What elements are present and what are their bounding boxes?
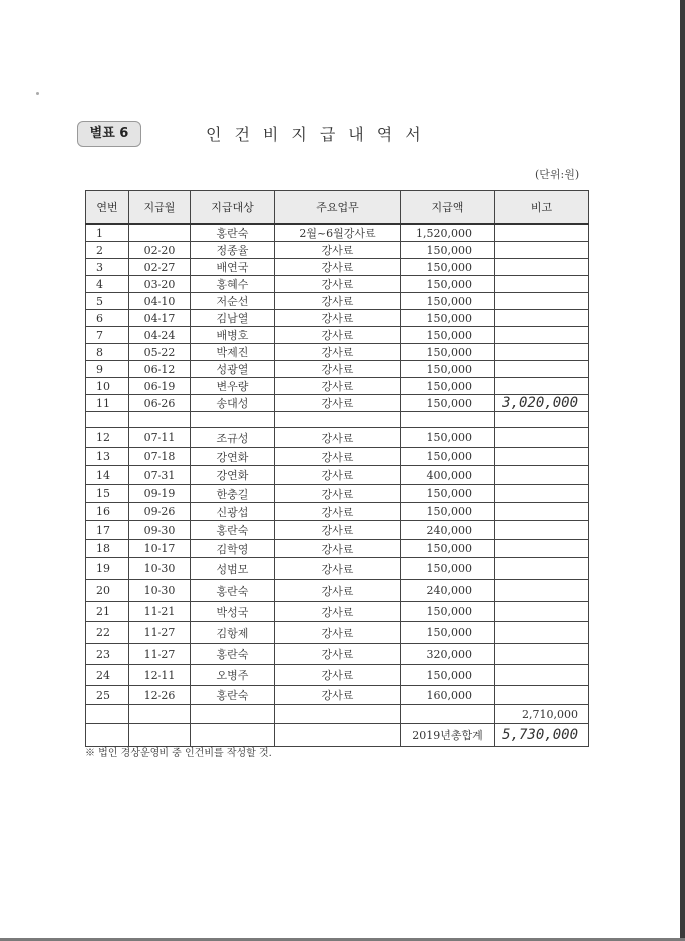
remark [495,344,589,361]
header-cell: 지급대상 [191,191,275,225]
remark [495,665,589,686]
recipient: 배연국 [191,259,275,276]
pay-month: 10-30 [129,580,191,602]
remark [495,276,589,293]
task: 강사료 [275,644,401,665]
pay-month: 06-26 [129,395,191,412]
row-number: 18 [86,540,129,558]
recipient: 박성국 [191,602,275,622]
pay-month [129,705,191,724]
recipient: 한충길 [191,485,275,503]
pay-month: 09-26 [129,503,191,521]
task: 강사료 [275,428,401,448]
task: 강사료 [275,665,401,686]
task [275,705,401,724]
table-row [86,644,589,665]
amount: 160,000 [401,686,495,705]
table-row [86,428,589,448]
task: 강사료 [275,448,401,466]
table-row [86,580,589,602]
table-row [86,310,589,327]
pay-month [129,412,191,428]
row-number: 15 [86,485,129,503]
remark [495,686,589,705]
task: 강사료 [275,378,401,395]
row-number: 4 [86,276,129,293]
appendix-tag: 별표 6 [77,121,141,147]
pay-month: 03-20 [129,276,191,293]
remark [495,503,589,521]
amount: 150,000 [401,602,495,622]
recipient: 홍란숙 [191,521,275,540]
scan-edge-right [680,0,685,941]
task: 2월~6월강사료 [275,224,401,242]
task: 강사료 [275,293,401,310]
pay-month: 07-11 [129,428,191,448]
amount: 150,000 [401,540,495,558]
row-number: 2 [86,242,129,259]
table-row [86,259,589,276]
row-number: 10 [86,378,129,395]
remark [495,580,589,602]
table-row [86,521,589,540]
amount: 150,000 [401,361,495,378]
row-number: 12 [86,428,129,448]
pay-month: 02-27 [129,259,191,276]
amount: 150,000 [401,558,495,580]
recipient: 박제진 [191,344,275,361]
header-cell: 주요업무 [275,191,401,225]
pay-month: 10-17 [129,540,191,558]
table-row [86,540,589,558]
table-row [86,378,589,395]
table-row [86,466,589,485]
recipient: 김항제 [191,622,275,644]
amount: 150,000 [401,327,495,344]
recipient: 홍혜수 [191,276,275,293]
amount: 1,520,000 [401,224,495,242]
recipient: 조규성 [191,428,275,448]
row-number [86,705,129,724]
pay-month: 12-11 [129,665,191,686]
task: 강사료 [275,602,401,622]
table-row [86,602,589,622]
header-cell: 지급월 [129,191,191,225]
table-row [86,448,589,466]
recipient: 정종율 [191,242,275,259]
task: 강사료 [275,622,401,644]
unit-label: (단위:원) [535,168,580,181]
amount: 150,000 [401,293,495,310]
remark [495,242,589,259]
remark [495,521,589,540]
row-number: 25 [86,686,129,705]
amount: 240,000 [401,521,495,540]
task: 강사료 [275,466,401,485]
amount: 150,000 [401,378,495,395]
recipient: 배병호 [191,327,275,344]
recipient: 오병주 [191,665,275,686]
row-number: 13 [86,448,129,466]
pay-month: 11-27 [129,644,191,665]
row-number: 7 [86,327,129,344]
amount: 150,000 [401,310,495,327]
row-number: 6 [86,310,129,327]
table-row [86,412,589,428]
row-number: 17 [86,521,129,540]
table-row [86,361,589,378]
task: 강사료 [275,395,401,412]
payroll-table [85,190,589,747]
amount: 150,000 [401,242,495,259]
amount [401,705,495,724]
remark [495,259,589,276]
recipient: 저순선 [191,293,275,310]
total-label: 2019년총합계 [401,724,495,747]
pay-month: 05-22 [129,344,191,361]
amount: 150,000 [401,259,495,276]
table-row [86,344,589,361]
remark [495,602,589,622]
task: 강사료 [275,686,401,705]
pay-month: 06-12 [129,361,191,378]
amount: 150,000 [401,503,495,521]
table-row [86,558,589,580]
pay-month [129,224,191,242]
table-row [86,395,589,412]
table-header-row [86,191,589,225]
row-number: 8 [86,344,129,361]
remark: 3,020,000 [495,395,589,412]
remark [495,361,589,378]
remark [495,485,589,503]
recipient: 김남열 [191,310,275,327]
amount: 150,000 [401,665,495,686]
total-value: 5,730,000 [495,724,589,747]
remark [495,644,589,665]
footnote: ※ 법인 경상운영비 중 인건비를 작성할 것. [85,748,272,759]
table-row [86,705,589,724]
pay-month: 02-20 [129,242,191,259]
amount: 150,000 [401,276,495,293]
task: 강사료 [275,310,401,327]
recipient [191,412,275,428]
recipient [191,705,275,724]
table-row [86,327,589,344]
remark [495,540,589,558]
remark [495,224,589,242]
pay-month: 12-26 [129,686,191,705]
remark [495,293,589,310]
row-number: 24 [86,665,129,686]
amount: 150,000 [401,344,495,361]
row-number: 1 [86,224,129,242]
recipient: 송대성 [191,395,275,412]
remark [495,412,589,428]
recipient: 강연화 [191,466,275,485]
pay-month: 09-30 [129,521,191,540]
recipient: 성범모 [191,558,275,580]
recipient: 홍란숙 [191,580,275,602]
remark [495,428,589,448]
recipient: 성광열 [191,361,275,378]
remark [495,327,589,344]
row-number: 9 [86,361,129,378]
remark [495,466,589,485]
recipient: 신광섭 [191,503,275,521]
table-row [86,622,589,644]
table-row [86,224,589,242]
task: 강사료 [275,259,401,276]
table-row [86,293,589,310]
row-number: 23 [86,644,129,665]
amount: 400,000 [401,466,495,485]
row-number: 14 [86,466,129,485]
pay-month: 07-31 [129,466,191,485]
table-row [86,686,589,705]
task: 강사료 [275,242,401,259]
header-cell: 비고 [495,191,589,225]
pay-month: 04-24 [129,327,191,344]
header-cell: 연번 [86,191,129,225]
amount [401,412,495,428]
task: 강사료 [275,327,401,344]
row-number: 3 [86,259,129,276]
pay-month: 04-17 [129,310,191,327]
row-number: 16 [86,503,129,521]
table-row [86,276,589,293]
pay-month: 09-19 [129,485,191,503]
remark [495,448,589,466]
remark [495,558,589,580]
row-number [86,412,129,428]
row-number: 5 [86,293,129,310]
task: 강사료 [275,361,401,378]
scan-speck [36,92,39,95]
recipient: 홍란숙 [191,644,275,665]
amount: 150,000 [401,448,495,466]
amount: 320,000 [401,644,495,665]
header-cell: 지급액 [401,191,495,225]
pay-month: 11-27 [129,622,191,644]
pay-month: 07-18 [129,448,191,466]
task: 강사료 [275,344,401,361]
recipient: 김학영 [191,540,275,558]
amount: 150,000 [401,395,495,412]
remark: 2,710,000 [495,705,589,724]
pay-month: 11-21 [129,602,191,622]
recipient: 강연화 [191,448,275,466]
recipient: 변우량 [191,378,275,395]
task [275,412,401,428]
table-row [86,485,589,503]
task: 강사료 [275,276,401,293]
task: 강사료 [275,558,401,580]
amount: 150,000 [401,622,495,644]
amount: 240,000 [401,580,495,602]
remark [495,622,589,644]
table-row [86,665,589,686]
recipient: 홍란숙 [191,686,275,705]
row-number: 21 [86,602,129,622]
row-number: 11 [86,395,129,412]
table-row [86,503,589,521]
document-title: 인건비지급내역서 [206,125,434,144]
amount: 150,000 [401,428,495,448]
task: 강사료 [275,540,401,558]
table-row [86,242,589,259]
row-number: 22 [86,622,129,644]
cell [275,724,401,747]
row-number: 20 [86,580,129,602]
amount: 150,000 [401,485,495,503]
remark [495,378,589,395]
pay-month: 10-30 [129,558,191,580]
pay-month: 06-19 [129,378,191,395]
task: 강사료 [275,485,401,503]
task: 강사료 [275,521,401,540]
remark [495,310,589,327]
row-number: 19 [86,558,129,580]
task: 강사료 [275,580,401,602]
task: 강사료 [275,503,401,521]
pay-month: 04-10 [129,293,191,310]
recipient: 홍란숙 [191,224,275,242]
